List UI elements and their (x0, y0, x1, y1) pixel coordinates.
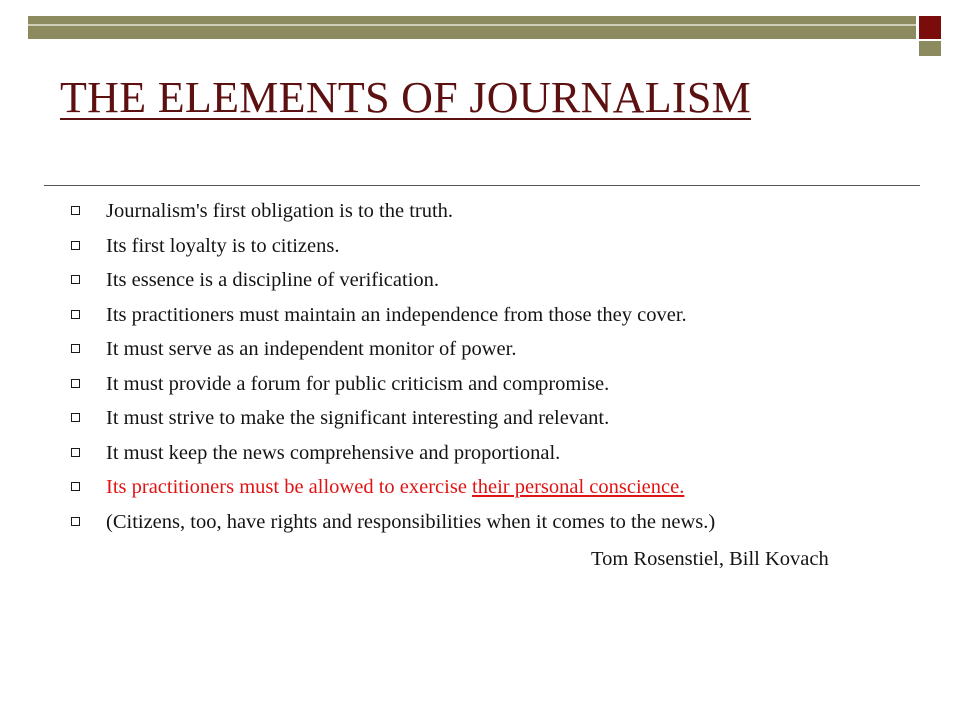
hollow-square-bullet-icon (71, 448, 80, 457)
bullet-item (0, 233, 960, 268)
bullet-item (0, 336, 960, 371)
bullet-item (0, 509, 960, 544)
title-divider (44, 185, 920, 186)
bullet-list (0, 198, 960, 543)
bullet-text: Its essence is a discipline of verification. (106, 269, 440, 291)
hollow-square-bullet-icon (71, 344, 80, 353)
slide-title: THE ELEMENTS OF JOURNALISM (60, 73, 752, 122)
attribution: Tom Rosenstiel, Bill Kovach (591, 548, 829, 570)
hollow-square-bullet-icon (71, 241, 80, 250)
bullet-item (0, 371, 960, 406)
hollow-square-bullet-icon (71, 310, 80, 319)
bullet-item (0, 198, 960, 233)
bullet-text: Its first loyalty is to citizens. (106, 234, 340, 257)
top-decor-stripe (28, 24, 916, 26)
hollow-square-bullet-icon (71, 206, 80, 215)
bullet-item (0, 405, 960, 440)
hollow-square-bullet-icon (71, 482, 80, 491)
top-accent-square (919, 16, 941, 39)
bullet-item-highlighted (0, 474, 960, 509)
bullet-text: Journalism's first obligation is to the truth. (106, 200, 454, 222)
bullet-text: It must serve as an independent monitor of power. (106, 338, 517, 360)
bullet-text: It must provide a forum for public criticism and compromise. (106, 372, 610, 395)
top-olive-square (919, 41, 941, 56)
bullet-text: It must strive to make the significant interesting and relevant. (106, 407, 610, 429)
underlined-phrase: their personal conscience. (472, 476, 685, 498)
bullet-text: It must keep the news comprehensive and proportional. (106, 441, 561, 464)
top-decor-bar (28, 16, 916, 39)
bullet-text: Its practitioners must maintain an independence from those they cover. (106, 303, 687, 326)
hollow-square-bullet-icon (71, 517, 80, 526)
bullet-text: (Citizens, too, have rights and responsibilities when it comes to the news.) (106, 510, 716, 533)
bullet-item (0, 302, 960, 337)
hollow-square-bullet-icon (71, 413, 80, 422)
hollow-square-bullet-icon (71, 275, 80, 284)
bullet-item (0, 267, 960, 302)
bullet-text-prefix: Its practitioners must be allowed to exercise (106, 476, 473, 498)
bullet-item (0, 440, 960, 475)
bullet-text (106, 474, 684, 500)
hollow-square-bullet-icon (71, 379, 80, 388)
